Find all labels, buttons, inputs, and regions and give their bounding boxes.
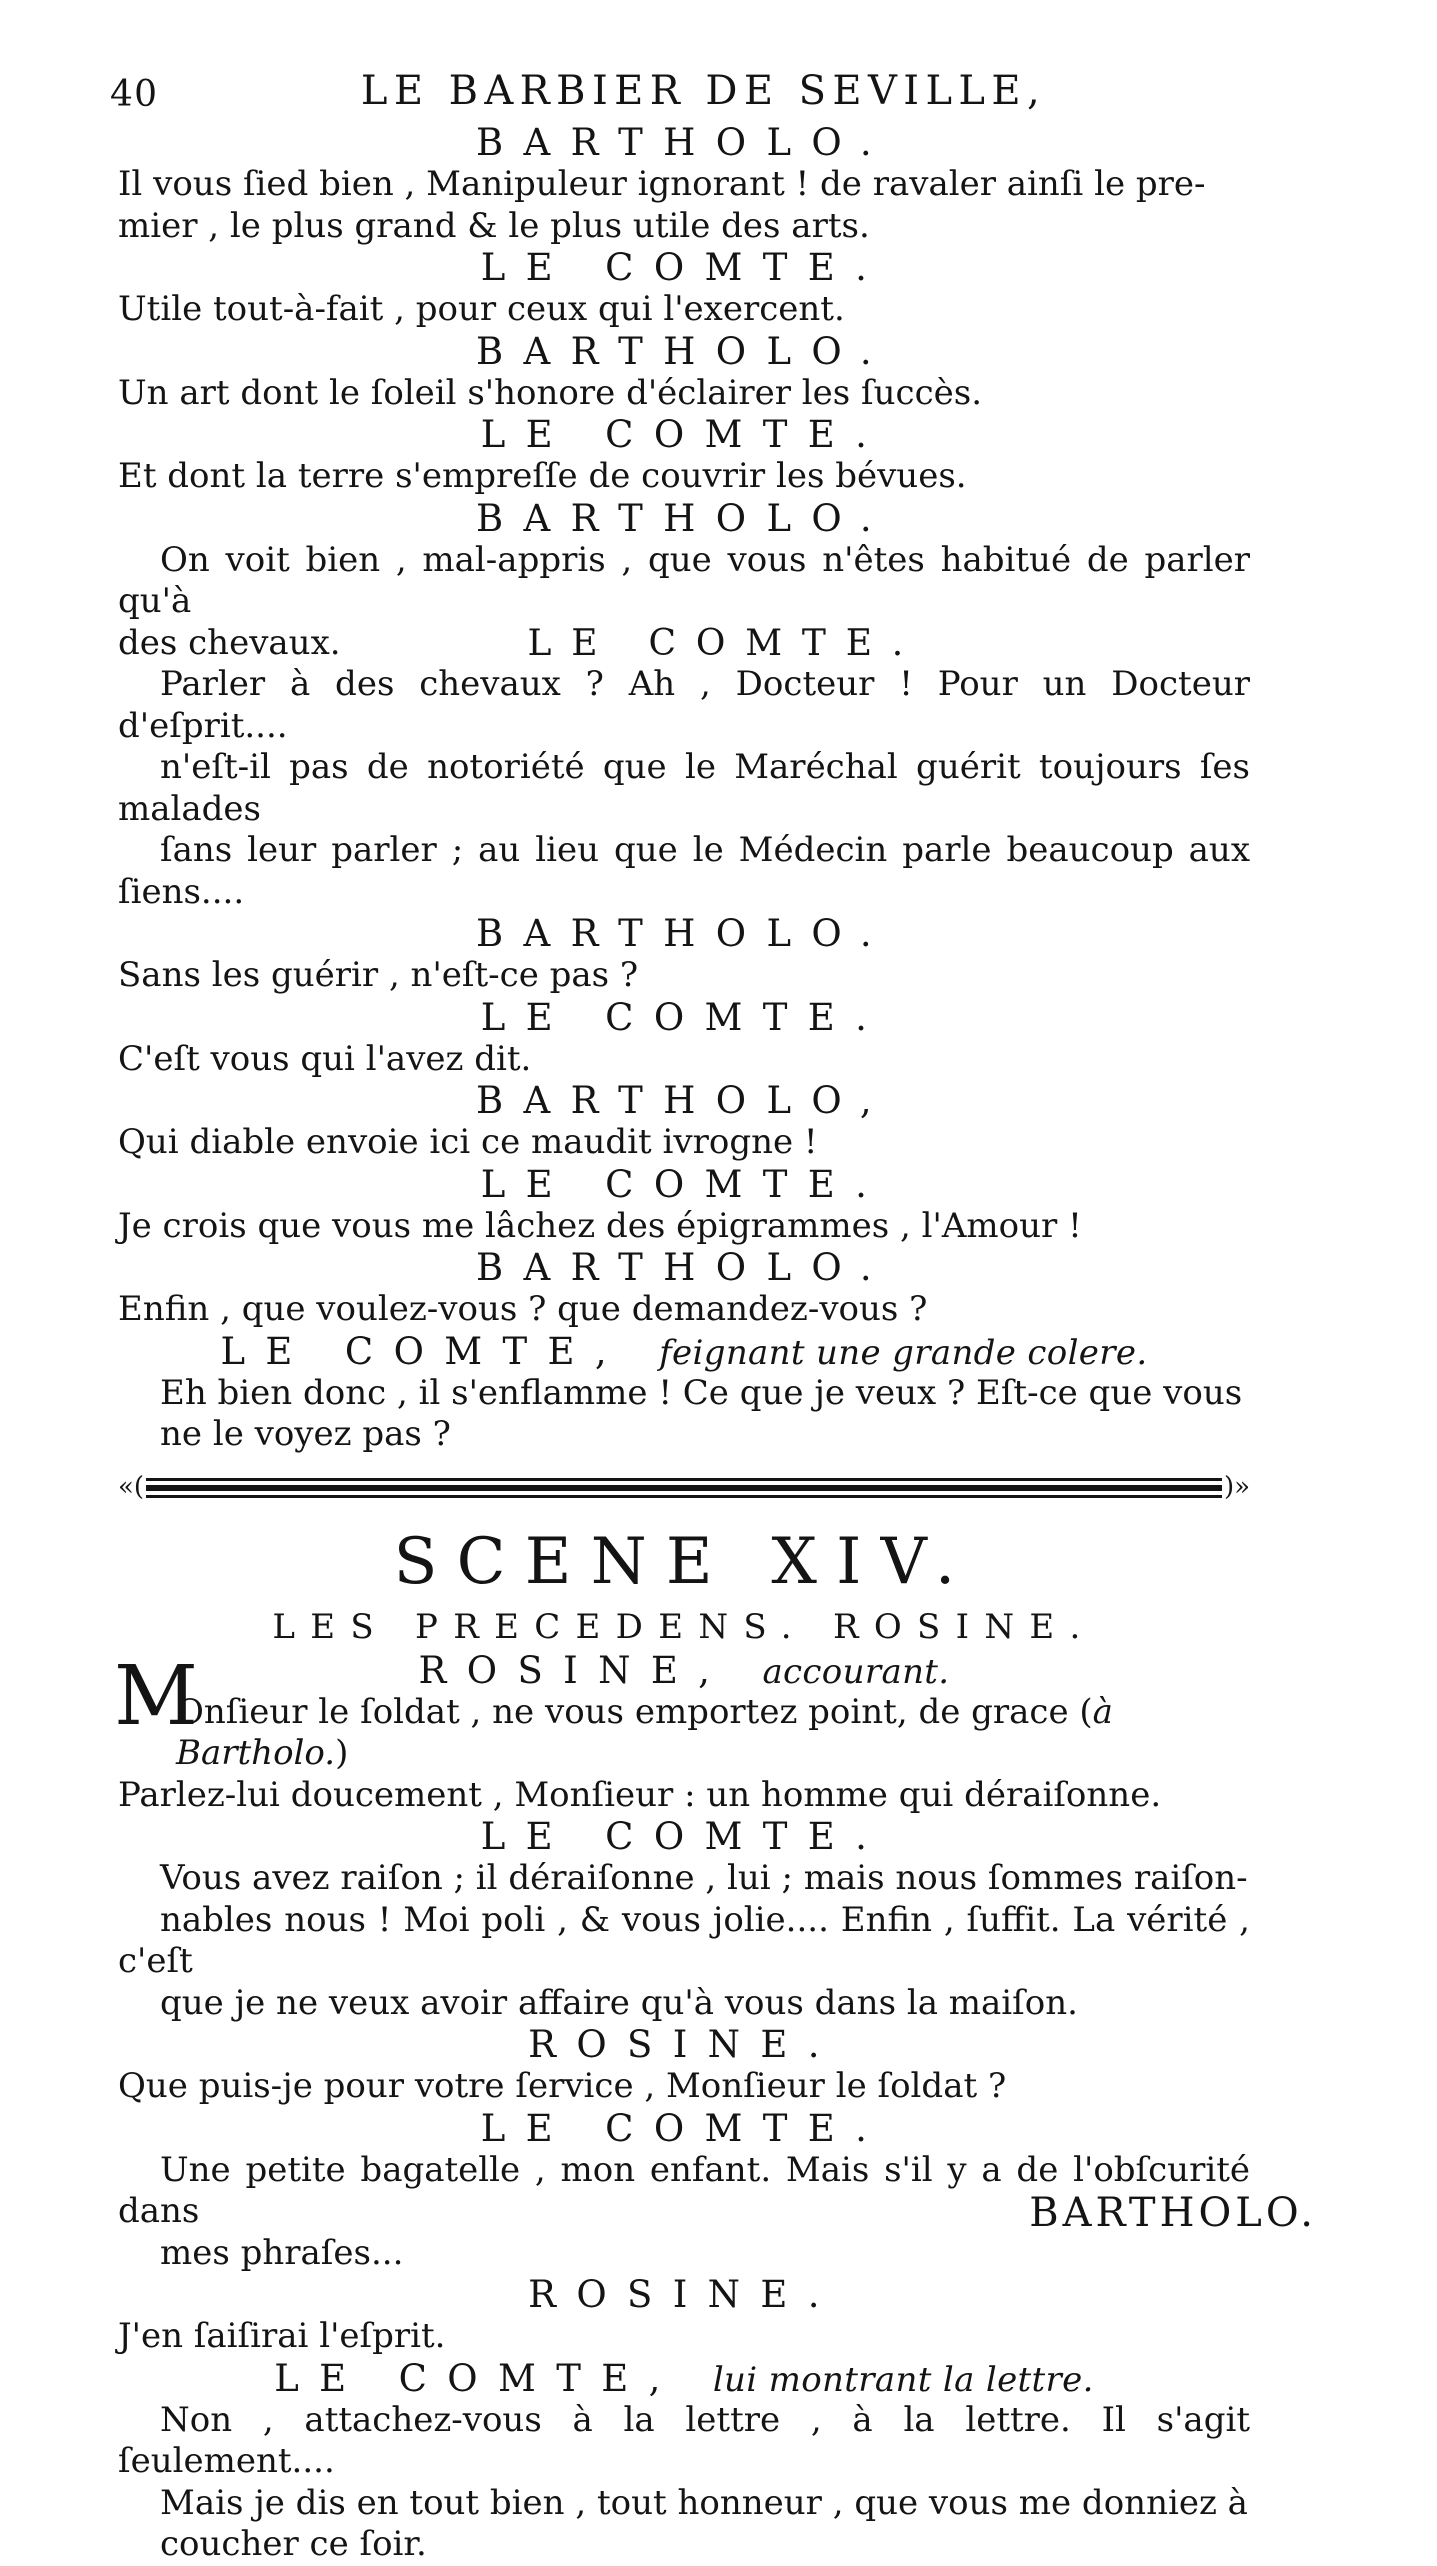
speaker-name: BARTHOLO, [475, 1079, 893, 1122]
text-line: ſans leur parler ; au lieu que le Médecin parle beaucoup aux ſiens.... [118, 830, 1250, 912]
text-line: mier , le plus grand & le plus utile des arts. [118, 205, 870, 246]
text-line: Sans les guérir , n'eſt-ce pas ? [118, 955, 639, 995]
text-line: Un art dont le ſoleil s'honore d'éclairer les ſuccès. [118, 372, 982, 413]
speech [118, 955, 1250, 997]
text-line: Parler à des chevaux ? Ah , Docteur ! Pour un Docteur d'eſprit.... [118, 664, 1250, 746]
speaker-heading [118, 1331, 1250, 1373]
ornamental-rule [118, 1470, 1250, 1504]
text-line: J'en ſaiſirai l'eſprit. [118, 2316, 446, 2356]
speaker-name: LE COMTE. [480, 1815, 888, 1858]
dialogue-block [118, 122, 1250, 623]
speech [118, 1858, 1250, 2024]
text-line: Vous avez raiſon ; il déraiſonne , lui ; mais nous ſommes raiſon- [160, 1858, 1248, 1898]
page-header [110, 68, 1297, 120]
running-title: LE BARBIER DE SEVILLE, [360, 68, 1047, 114]
speech [118, 540, 1250, 623]
rule-cap-right: )» [1223, 1471, 1250, 1502]
speaker-name: BARTHOLO. [475, 912, 893, 955]
speech [118, 373, 1250, 415]
speaker-heading [118, 1650, 1250, 1692]
speech [118, 2316, 1250, 2358]
dialogue-block [118, 664, 1250, 1331]
text-line: Qui diable envoie ici ce maudit ivrogne ! [118, 1122, 818, 1162]
text-line: Parlez-lui doucement , Monſieur : un homme qui déraiſonne. [118, 1774, 1162, 1815]
speaker-name: LE COMTE, [274, 2356, 681, 2400]
speech [118, 2400, 1250, 2566]
speaker-name: LE COMTE. [480, 2106, 888, 2150]
text-line: Il vous ſied bien , Manipuleur ignorant ! de ravaler ainſi le pre- [118, 164, 1206, 204]
text-line: Que puis-je pour votre ſervice , Monſieur le ſoldat ? [118, 2066, 1007, 2106]
stage-direction: accourant. [762, 1651, 950, 1692]
text-line: nables nous ! Moi poli , & vous jolie.... Enfin , ſuffit. La vérité , c'eſt [118, 1899, 1250, 1981]
drop-cap: M [114, 1648, 198, 1744]
speech-fragment: ) [335, 1733, 349, 1773]
speaker-name: LE COMTE. [480, 995, 888, 1039]
speech-line-with-speaker [118, 623, 1250, 665]
text-line: ne le voyez pas ? [160, 1414, 451, 1454]
scene-title: SCENE XIV. [393, 1524, 975, 1599]
text-line: Non , attachez-vous à la lettre , à la lettre. Il s'agit ſeulement.... [118, 2399, 1250, 2481]
text-line: C'eſt vous qui l'avez dit. [118, 1038, 532, 1079]
text-line: n'eſt-il pas de notoriété que le Maréchal guérit toujours ſes malades [118, 747, 1250, 829]
speech [118, 289, 1250, 331]
text-line: Et dont la terre s'empreſſe de couvrir les bévues. [118, 456, 967, 496]
text-line: coucher ce ſoir. [160, 2524, 427, 2564]
speech-fragment: Onſieur le ſoldat , ne vous emportez point, de grace ( [176, 1691, 1093, 1732]
text-line: mes phraſes... [160, 2232, 404, 2273]
speaker-name: BARTHOLO. [475, 1246, 893, 1289]
speech-fragment: des chevaux. [118, 622, 341, 663]
text-line: On voit bien , mal-appris , que vous n'êtes habitué de parler qu'à [118, 539, 1250, 621]
speaker-name: ROSINE. [528, 2273, 840, 2316]
speaker-name: BARTHOLO. [475, 496, 893, 540]
speech [118, 1039, 1250, 1081]
speech [118, 1122, 1250, 1164]
speaker-name: ROSINE. [528, 2023, 840, 2066]
speaker-name: ROSINE, [418, 1648, 731, 1692]
speaker-name: BARTHOLO. [475, 121, 893, 164]
text-line: Eh bien donc , il s'enflamme ! Ce que je veux ? Eſt-ce que vous [160, 1372, 1243, 1413]
speech [118, 2066, 1250, 2108]
speech [118, 164, 1250, 247]
speech [118, 1775, 1250, 1817]
speech [118, 1289, 1250, 1331]
speech [118, 664, 1250, 913]
rule-cap-left: «( [118, 1471, 145, 1502]
speech [118, 1206, 1250, 1248]
speaker-heading [118, 2358, 1250, 2400]
speech [118, 1373, 1250, 1456]
speaker-name: LE COMTE. [527, 622, 924, 664]
speech [118, 456, 1250, 498]
text-line: Enfin , que voulez-vous ? que demandez-vous ? [118, 1289, 928, 1329]
stage-direction: feignant une grande colere. [659, 1332, 1148, 1373]
speaker-name: LE COMTE, [220, 1329, 627, 1373]
text-line: Utile tout-à-fait , pour ceux qui l'exercent. [118, 289, 845, 329]
dialogue-block [118, 1816, 1250, 2358]
speaker-name: LE COMTE. [480, 413, 888, 456]
text-line: Mais je dis en tout bien , tout honneur , que vous me donniez à [160, 2482, 1248, 2523]
speaker-name: BARTHOLO. [475, 329, 893, 373]
catchword: BARTHOLO. [1029, 2190, 1317, 2236]
speaker-name: LE COMTE. [480, 246, 888, 289]
stage-direction: lui montrant la lettre. [712, 2359, 1094, 2400]
speaker-name: LE COMTE. [480, 1162, 888, 1206]
page-number: 40 [110, 74, 159, 115]
text-line: Une petite bagatelle , mon enfant. Mais s'il y a de l'obſcurité dans [118, 2149, 1250, 2231]
text-line: Je crois que vous me lâchez des épigrammes , l'Amour ! [118, 1205, 1082, 1246]
text-line: que je ne veux avoir affaire qu'à vous dans la maiſon. [160, 1982, 1078, 2023]
scene-cast: LES PRECEDENS. ROSINE. [272, 1606, 1096, 1647]
stage-aside: à Bartholo. [176, 1691, 1113, 1773]
